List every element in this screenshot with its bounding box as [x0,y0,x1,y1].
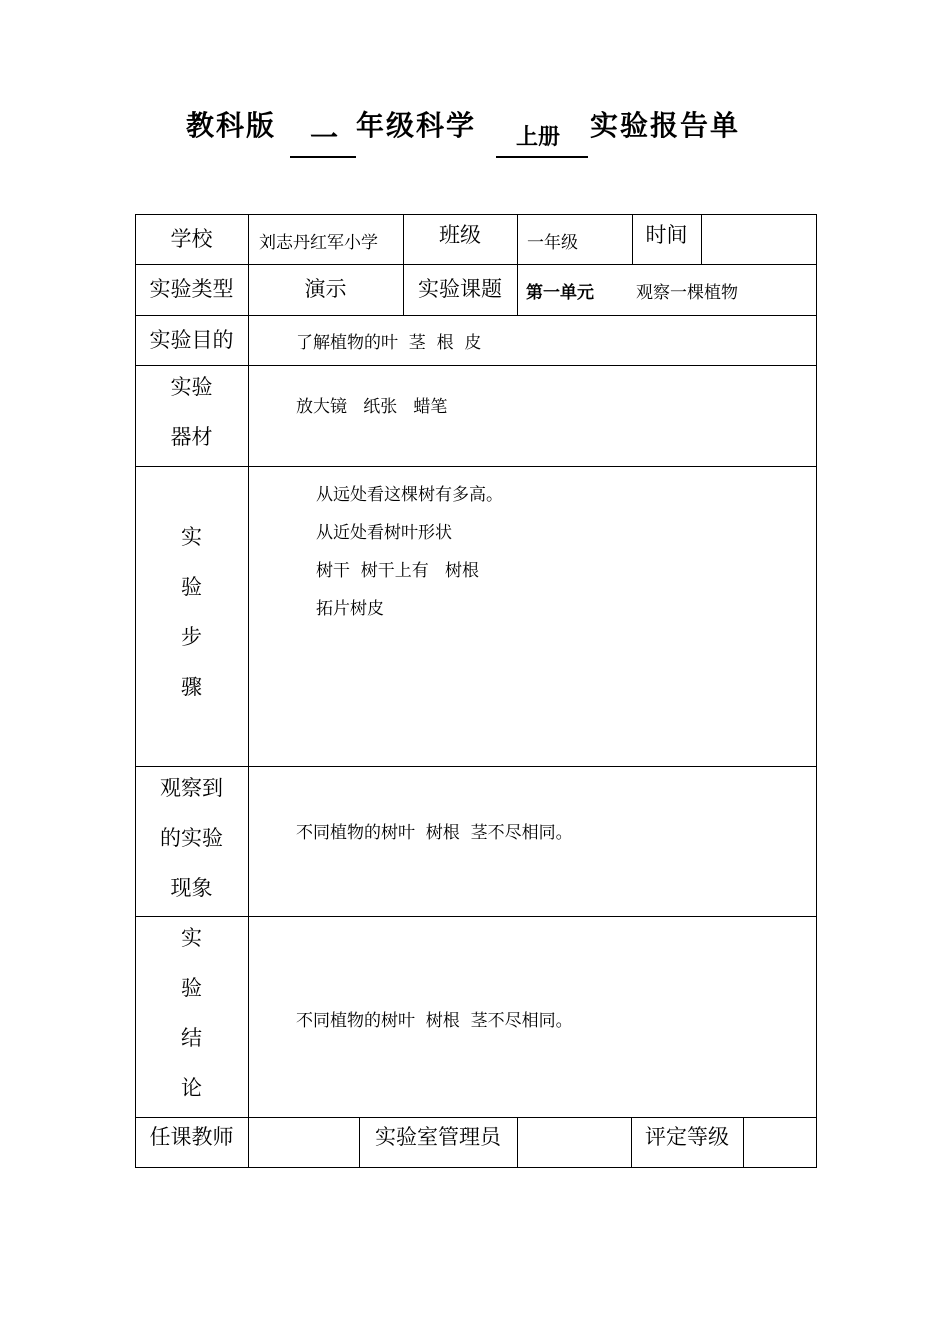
experiment-report-table [135,214,817,1168]
purpose-label: 实验目的 [149,328,234,352]
rating-label: 评定等级 [645,1125,729,1149]
step-2: 从近处看树叶形状 [316,523,452,543]
materials-label: 实验 器材 [170,375,213,449]
conclusion-value: 不同植物的树叶 树根 茎不尽相同。 [296,1011,573,1031]
conclusion-label: 实 验 结 论 [181,926,202,1100]
steps-label: 实 验 步 骤 [181,525,202,699]
topic-value: 观察一棵植物 [636,283,738,303]
school-label: 学校 [170,227,213,251]
experiment-topic-label: 实验课题 [418,277,502,301]
time-label: 时间 [645,223,688,247]
title-report: 实验报告单 [590,109,741,142]
document-title [0,104,950,164]
purpose-value: 了解植物的叶 茎 根 皮 [296,333,482,353]
topic-unit: 第一单元 [526,283,594,303]
teacher-label: 任课教师 [149,1125,234,1149]
phenomena-label: 观察到 的实验 现象 [160,776,223,900]
step-4: 拓片树皮 [316,599,384,619]
step-3: 树干 树干上有 树根 [316,561,480,581]
school-value: 刘志丹红军小学 [259,233,378,253]
title-volume-blank: 上册 [516,124,561,150]
lab-admin-label: 实验室管理员 [375,1125,501,1149]
grade-underline [290,156,356,158]
class-label: 班级 [439,223,481,247]
title-publisher: 教科版 [186,109,277,142]
materials-value: 放大镜 纸张 蜡笔 [296,397,448,417]
phenomena-value: 不同植物的树叶 树根 茎不尽相同。 [296,823,573,843]
step-1: 从远处看这棵树有多高。 [316,485,503,505]
title-grade-blank: 一 [310,121,339,154]
experiment-type-value: 演示 [304,277,347,301]
class-value: 一年级 [527,233,578,253]
experiment-type-label: 实验类型 [149,277,234,301]
volume-underline [496,156,588,158]
title-subject: 年级科学 [356,109,477,142]
